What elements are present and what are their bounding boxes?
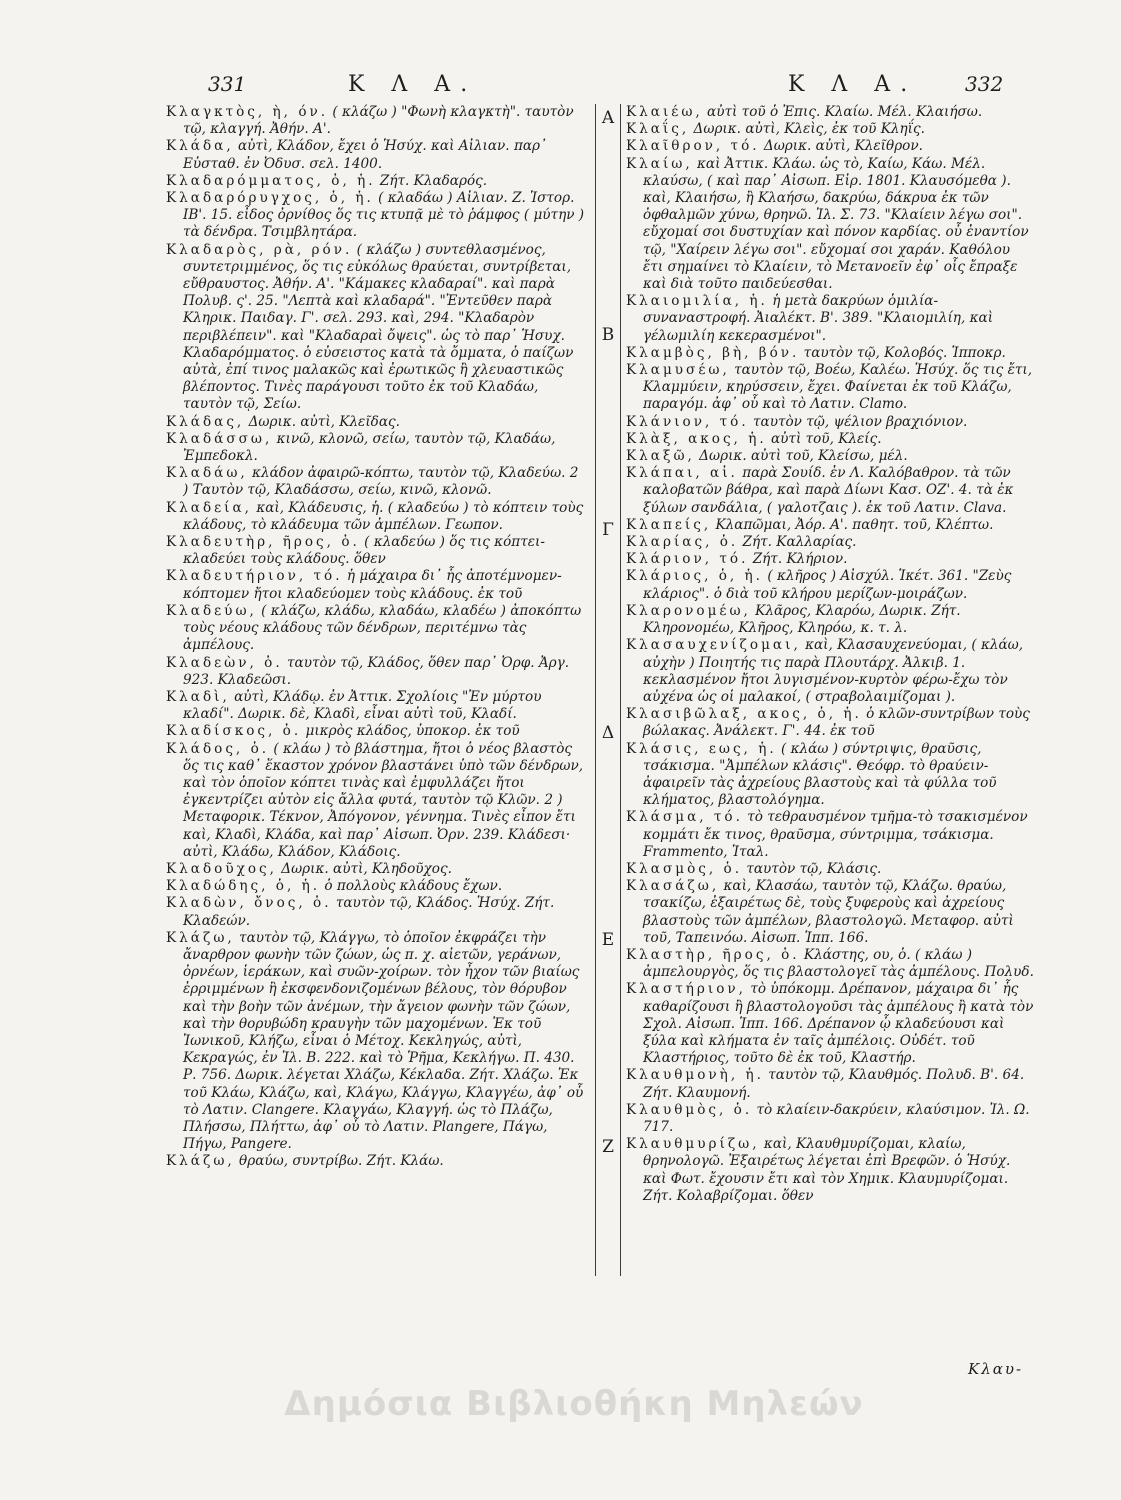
- entry-definition: Δωρικ. αὐτὶ τοῦ, Κλείσω, μέλ.: [694, 448, 908, 465]
- dictionary-entry: [626, 414, 1034, 431]
- entry-definition: ταυτὸν τῷ, Κολοβός. Ἱπποκρ.: [799, 344, 1006, 361]
- entry-definition: θραύω, συντρίβω. Ζήτ. Κλάω.: [234, 1153, 444, 1170]
- entry-headword: Κλαμβὸς, βὴ, βόν.: [626, 344, 800, 361]
- entry-definition: Δωρικ. αὐτὶ, Κλεὶς, ἐκ τοῦ Κληΐς.: [689, 121, 925, 138]
- entry-definition: ἡ μετὰ δακρύων ὁμιλία-συναναστροφή. Ἀιαλέκτ. Β'. 389. "Κλαιομιλίη, καὶ γέλωμιλίη κεκερασμένοι".: [643, 293, 994, 344]
- entry-headword: Κλαδοῦχος,: [166, 860, 277, 877]
- page-header: [0, 68, 1121, 102]
- entry-headword: Κλάσις, εως, ἡ.: [626, 740, 777, 757]
- entry-definition: Ζήτ. Κλαδαρός.: [375, 172, 488, 189]
- entry-headword: Κλάριον, τό.: [626, 551, 749, 568]
- entry-definition: καὶ, Κλαυθμυρίζομαι, κλαίω, θρηνολογῶ. Ἐξαιρέτως λέγεται ἐπὶ Βρεφῶν. ὁ Ἡσύχ. καὶ Φωτ. ἔχουσιν ἔτι καὶ τὸν Χημικ. Κλαυμυρίζομαι. Ζήτ. Κολαβρίζομαι. ὅθεν: [643, 1136, 1011, 1204]
- entry-headword: Κλαιομιλία, ἡ.: [626, 293, 768, 310]
- entry-headword: Κλαστήριον,: [626, 981, 746, 998]
- entry-definition: παρὰ Σουίδ. ἐν Λ. Καλόβαθρον. τὰ τῶν καλοβατῶν βάθρα, καὶ παρὰ Δίωνι Κασ. ΟΖ'. 4. τὰ ἐκ ξύλων σανδάλια, ( γαλοτζαις ). ἐκ τοῦ Λατιν. Clava.: [643, 465, 1014, 516]
- dictionary-entry: [166, 689, 588, 723]
- entry-headword: Κλαγκτὸς, ὴ, όν.: [166, 104, 329, 120]
- entry-headword: Κλαδώδης, ὁ, ἡ.: [166, 878, 321, 895]
- entry-definition: ταυτὸν τῷ, Κλάδος. Ἡσύχ. Ζήτ. Κλαδεών.: [183, 895, 555, 929]
- entry-definition: καὶ, Κλασαυχενεύομαι, ( κλάω, αὐχὴν ) Ποιητής τις παρὰ Πλουτάρχ. Ἀλκιβ. 1. κεκλασμένον ἤτοι λυγισμένον-κυρτὸν φέρω-ἔχω τὸν αὐχένα ὡς οἱ μαλακοί, ( στραβολαιμίζομαι ).: [643, 637, 1024, 705]
- dictionary-entry: [166, 534, 588, 568]
- entry-headword: Κλαδαρὸς, ρὰ, ρόν.: [166, 241, 353, 258]
- entry-headword: Κλάζω,: [166, 929, 235, 946]
- dictionary-entry: [626, 568, 1034, 602]
- entry-definition: ταυτὸν τῷ, Βοέω, Καλέω. Ἡσύχ. ὅς τις ἔτι, Κλαμμύειν, κηρύσσειν, ἔχει. Φαίνεται ἐκ τοῦ Κλάζω, παραγόμ. ἀφ᾽ οὗ καὶ τὸ Λατιν. Clamo.: [643, 362, 1033, 413]
- entry-headword: Κλαυθμονὴ, ἡ.: [626, 1067, 764, 1084]
- dictionary-entry: [166, 878, 588, 895]
- entry-definition: αὐτὶ, Κλάδῳ. ἐν Ἀττικ. Σχολίοις "Ἐν μύρτου κλαδί". Δωρικ. δὲ, Κλαδὶ, εἶναι αὐτὶ τοῦ, Κλαδί.: [183, 688, 542, 723]
- dictionary-entry: [166, 655, 588, 689]
- entry-headword: Κλαδὼν, ὄνος, ὁ.: [166, 895, 332, 912]
- entry-headword: Κλαπείς,: [626, 516, 712, 533]
- dictionary-entry: [166, 242, 588, 414]
- dictionary-entry: [166, 138, 588, 172]
- dictionary-entry: [166, 723, 588, 740]
- dictionary-entry: [626, 861, 1034, 878]
- dictionary-entry: [626, 534, 1034, 551]
- entry-headword: Κλαμυσέω,: [626, 362, 730, 379]
- dictionary-entry: [166, 930, 588, 1154]
- page-number-left: 331: [208, 72, 247, 96]
- entry-headword: Κλαυθμὸς, ὁ.: [626, 1101, 753, 1118]
- dictionary-entry: [166, 861, 588, 878]
- entry-definition: ( κλῆρος ) Αἰσχύλ. Ἱκέτ. 361. "Ζεὺς κλάριος". ὁ διὰ τοῦ κλήρου μερίζων-μοιράζων.: [643, 568, 1012, 602]
- entry-headword: Κλαδεύω,: [166, 602, 257, 619]
- entry-headword: Κλάδας,: [166, 413, 245, 430]
- entry-definition: τὸ ὑπόκομμ. Δρέπανον, μάχαιρα δι᾽ ἧς καθαρίζουσι ἢ βλαστολογοῦσι τὰς ἀμπέλους ἢ κατὰ τὸν Σχολ. Αἰσωπ. Ἱππ. 166. Δρέπανον ᾧ κλαδεύουσι καὶ ξύλα καὶ κλήματα ἐν ταῖς ἀμπέλοις. Οὐδέτ. τοῦ Κλαστήριος, τοῦτο δὲ ἐκ τοῦ, Κλαστήρ.: [643, 981, 1034, 1067]
- entry-headword: Κλασαυχενίζομαι,: [626, 637, 801, 654]
- entry-headword: Κλαδὶ,: [166, 688, 230, 705]
- page-number-right: 332: [965, 72, 1004, 96]
- dictionary-entry: [166, 895, 588, 929]
- entry-headword: Κλαῖθρον, τό.: [626, 138, 760, 155]
- dictionary-entry: [626, 741, 1034, 810]
- running-head-right: Κ Λ Α.: [788, 72, 918, 97]
- entry-headword: Κλάδα,: [166, 138, 234, 155]
- entry-headword: Κλαδάω,: [166, 465, 248, 482]
- entry-headword: Κλαρίας, ὁ.: [626, 534, 739, 551]
- section-letter-b: Β: [601, 325, 615, 345]
- section-letter-a: Α: [601, 108, 615, 128]
- dictionary-entry: [166, 414, 588, 431]
- entry-headword: Κλασάζω,: [626, 878, 720, 895]
- entry-headword: Κλάριος, ὁ, ἡ.: [626, 568, 764, 585]
- left-column: [166, 104, 588, 1171]
- entry-headword: Κλαΐς,: [626, 121, 690, 138]
- dictionary-entry: [166, 465, 588, 499]
- entry-headword: Κλασιβῶλαξ, ακος, ὁ, ἡ.: [626, 706, 862, 723]
- dictionary-entry: [626, 947, 1034, 981]
- entry-definition: καὶ, Κλασάω, ταυτὸν τῷ, Κλάζω. θραύω, τσακίζω, ἐξαιρέτως δὲ, τοὺς ξυφεροὺς καὶ ἀχρείους βλαστοὺς τῶν ἀμπέλων, βλαστολογῶ. Μεταφορ. αὐτὶ τοῦ, Ταπεινόω. Αἰσωπ. Ἱππ. 166.: [643, 878, 1014, 946]
- entry-definition: ταυτὸν τῷ, Κλάδος, ὅθεν παρ᾽ Ὀρφ. Ἀργ. 923. Κλαδεῶσι.: [183, 654, 570, 688]
- entry-headword: Κλαρονομέω,: [626, 602, 751, 619]
- dictionary-entry: [626, 637, 1034, 706]
- dictionary-entry: [626, 431, 1034, 448]
- library-watermark: Δημόσια Βιβλιοθήκη Μηλεών: [284, 1384, 864, 1424]
- entry-definition: τὸ κλαίειν-δακρύειν, κλαύσιμον. Ἰλ. Ω. 717.: [643, 1101, 1030, 1135]
- entry-definition: ταυτὸν τῷ, ψέλιον βραχιόνιον.: [748, 413, 968, 430]
- entry-headword: Κλὰξ, ακος, ἡ.: [626, 430, 767, 447]
- entry-definition: τὸ τεθραυσμένον τμῆμα-τὸ τσακισμένον κομμάτι ἔκ τινος, θραῦσμα, σύντριμμα, τσάκισμα. Frammento, Ἰταλ.: [643, 809, 1028, 860]
- entry-definition: ( κλάω ) σύντριψις, θραῦσις, τσάκισμα. "Ἀμπέλων κλάσις". Θεόφρ. τὸ θραύειν-ἀφαιρεῖν τὰς ἀχρείους βλαστοὺς καὶ τὰ φύλλα τοῦ κλήματος, βλαστολόγημα.: [643, 740, 997, 809]
- entry-definition: ( κλαδάω ) Αἰλιαν. Ζ. Ἱστορ. ΙΒ'. 15. εἶδος ὀρνίθος ὅς τις κτυπᾷ μὲ τὸ ῥάμφος ( μύτην ) τὰ δένδρα. Τσιμβλητάρα.: [183, 190, 585, 241]
- dictionary-entry: [166, 1153, 588, 1170]
- entry-headword: Κλάπαι, αἱ.: [626, 465, 738, 482]
- entry-definition: Δωρικ. αὐτὶ, Κληδοῦχος.: [276, 860, 452, 877]
- section-letter-c: Γ: [602, 520, 614, 540]
- entry-headword: Κλάνιον, τό.: [626, 413, 749, 430]
- entry-definition: ὁ κλῶν-συντρίβων τοὺς βώλακας. Ἀνάλεκτ. Γ'. 44. ἐκ τοῦ: [643, 706, 1030, 740]
- entry-headword: Κλαδεὼν, ὁ.: [166, 654, 283, 671]
- entry-headword: Κλαδαρόρυγχος, ὁ, ἡ.: [166, 190, 374, 207]
- entry-headword: Κλαδάσσω,: [166, 430, 273, 447]
- entry-definition: ταυτὸν τῷ, Κλάσις.: [742, 860, 882, 877]
- dictionary-entry: [626, 448, 1034, 465]
- entry-definition: ὁ πολλοὺς κλάδους ἔχων.: [320, 878, 503, 895]
- dictionary-entry: [626, 603, 1034, 637]
- entry-definition: αὐτὶ τοῦ ὁ Ἐπις. Κλαίω. Μέλ. Κλαιήσω.: [702, 104, 983, 120]
- dictionary-entry: [166, 431, 588, 465]
- dictionary-entry: [626, 517, 1034, 534]
- entry-definition: καὶ, Κλάδευσις, ἡ. ( κλαδεύω ) τὸ κόπτειν τοὺς κλάδους, τὸ κλάδευμα τῶν ἀμπέλων. Γεωπον.: [183, 499, 584, 533]
- entry-headword: Κλαδαρόμματος, ὁ, ἡ.: [166, 172, 376, 189]
- section-letter-e: Ε: [601, 930, 615, 950]
- entry-definition: καὶ Ἀττικ. Κλάω. ὡς τὸ, Καίω, Κάω. Μέλ. κλαύσω, ( καὶ παρ᾽ Αἰσωπ. Εἰρ. 1801. Κλαυσόμεθα ). καὶ, Κλαιήσω, ἢ Κλαήσω, δακρύω, δάκρυα ἐκ τῶν ὀφθαλμῶν χύνω, θρηνῶ. Ἰλ. Σ. 73. "Κλαίειν λέγω σοι". εὔχομαί σοι δυστυχίαν καὶ πόνον καρδίας. οὗ ἐναντίον τῷ, "Χαίρειν λέγω σοι". εὔχομαί σοι χαράν. Καθόλου ἔτι σημαίνει τὸ Κλαίειν, τὸ Μετανοεῖν ἐφ᾽ οἷς ἔπραξε καὶ διὰ τοῦτο παιδεύεσθαι.: [643, 155, 1029, 293]
- dictionary-entry: [626, 138, 1034, 155]
- column-rule-right: [620, 104, 621, 1276]
- dictionary-entry: [626, 121, 1034, 138]
- column-rule-left: [595, 104, 596, 1276]
- entry-headword: Κλαυθμυρίζω,: [626, 1136, 760, 1153]
- entry-definition: ( κλάζω ) "Φωνὴ κλαγκτὴ". ταυτὸν τῷ, κλαγγή. Ἀθήν. Α'.: [183, 104, 574, 138]
- section-letter-f: Ζ: [602, 1137, 614, 1157]
- entry-headword: Κλασμὸς, ὁ.: [626, 860, 743, 877]
- dictionary-entry: [626, 1136, 1034, 1205]
- entry-definition: ( κλάζω ) συντεθλασμένος, συντετριμμένος, ὅς τις εὐκόλως θραύεται, συντρίβεται, εὔθραυστος. Ἀθήν. Α'. "Κάμακες κλαδαραί". καὶ παρὰ Πολυβ. ς'. 25. "Λεπτὰ καὶ κλαδαρά". "Ἐντεῦθεν παρὰ Κληρικ. Παιδαγ. Γ'. σελ. 293. καὶ, 294. "Κλαδαρὸν περιβλέπειν". καὶ "Κλαδαραὶ ὄψεις". ὡς τὸ παρ᾽ Ἡσυχ. Κλαδαρόμματος. ὁ εὐσειστος κατὰ τὰ ὄμματα, ὁ παίζων αὐτὰ, ἐπί τινος μαλακῶς καὶ ἐρωτικῶς ἢ χλευαστικῶς βλέποντος. Τινὲς παράγουσι τοῦτο ἐκ τοῦ Κλαδάω, ταυτὸν τῷ, Σείω.: [183, 241, 574, 413]
- dictionary-entry: [166, 190, 588, 242]
- entry-headword: Κλαιέω,: [626, 104, 703, 120]
- entry-definition: Ζήτ. Κλήριον.: [748, 551, 848, 568]
- catchword: Κλαυ-: [968, 1360, 1024, 1378]
- entry-definition: αὐτὶ τοῦ, Κλείς.: [766, 430, 882, 447]
- entry-headword: Κλάσμα, τό.: [626, 809, 743, 826]
- dictionary-entry: [626, 981, 1034, 1067]
- dictionary-entry: [166, 500, 588, 534]
- dictionary-entry: [166, 104, 588, 138]
- dictionary-entry: [626, 706, 1034, 740]
- entry-definition: αὐτὶ, Κλάδον, ἔχει ὁ Ἡσύχ. καὶ Αἰλιαν. παρ᾽ Εὐσταθ. ἐν Ὀδυσ. σελ. 1400.: [183, 138, 547, 172]
- dictionary-entry: [166, 741, 588, 861]
- dictionary-entry: [626, 465, 1034, 517]
- entry-headword: Κλαδίσκος, ὁ.: [166, 723, 302, 740]
- dictionary-entry: [626, 878, 1034, 947]
- entry-definition: ἡ μάχαιρα δι᾽ ἧς ἀποτέμνομεν-κόπτομεν ἤτοι κλαδεύομεν τοὺς κλάδους. ἐκ τοῦ: [183, 568, 562, 602]
- entry-definition: κινῶ, κλονῶ, σείω, ταυτὸν τῷ, Κλαδάω, Ἐμπεδοκλ.: [183, 430, 556, 465]
- entry-definition: ( κλαδεύω ) ὅς τις κόπτει-κλαδεύει τοὺς κλάδους. ὅθεν: [183, 534, 545, 568]
- entry-definition: Δωρικ. αὐτὶ, Κλεῖδας.: [244, 413, 400, 430]
- entry-definition: Κλάστης, ου, ὁ. ( κλάω ) ἀμπελουργὸς, ὅς τις βλαστολογεῖ τὰς ἀμπέλους. Πολυδ.: [643, 946, 1034, 981]
- entry-definition: ταυτὸν τῷ, Κλάγγω, τὸ ὁποῖον ἐκφράζει τὴν ἄναρθρον φωνὴν τῶν ζώων, ὡς π. χ. αἰετῶν, γεράνων, ὀρνέων, ἱεράκων, καὶ συῶν-χοίρων. τὸν ἦχον τῶν βιαίως ἐρριμμένων ἢ ἐκσφενδονιζομένων βέλους, τὸν θόρυβον καὶ τὴν βοὴν τῶν ἀνέμων, τὴν ἄγειον φωνὴν τῶν ζώων, καὶ τὴν θορυβώδη κραυγὴν τῶν μαχομένων. Ἐκ τοῦ Ἰωνικοῦ, Κλήζω, εἶναι ὁ Μέτοχ. Κεκληγώς, αὐτὶ, Κεκραγώς, ἐν Ἰλ. Β. 222. καὶ τὸ Ῥῆμα, Κεκλήγω. Π. 430. Ρ. 756. Δωρικ. λέγεται Χλάζω, Κέκλαδα. Ζήτ. Χλάζω. Ἐκ τοῦ Κλάω, Κλάζω, καὶ, Κλάγω, Κλάγγω, Κλαγγέω, ἀφ᾽ οὗ τὸ Λατιν. Clangere. Κλαγγάω, Κλαγγή. ὡς τὸ Πλάζω, Πλήσσω, Πλήττω, ἀφ᾽ οὗ τὸ Λατιν. Plangere, Πάγω, Πήγω, Pangere.: [183, 929, 584, 1153]
- entry-headword: Κλαξῶ,: [626, 448, 695, 465]
- dictionary-entry: [626, 293, 1034, 345]
- entry-headword: Κλαδεία,: [166, 499, 253, 516]
- dictionary-entry: [626, 1102, 1034, 1136]
- entry-headword: Κλαδευτήριον, τό.: [166, 568, 343, 585]
- entry-definition: Κλᾶρος, Κλαρόω, Δωρικ. Ζήτ. Κληρονομέω, Κλῆρος, Κληρόω, κ. τ. λ.: [643, 602, 961, 637]
- entry-definition: Δωρικ. αὐτὶ, Κλεῖθρον.: [759, 138, 923, 155]
- entry-headword: Κλαδευτὴρ, ῆρος, ὁ.: [166, 534, 360, 551]
- dictionary-entry: [626, 551, 1034, 568]
- entry-headword: Κλαστὴρ, ῆρος, ὁ.: [626, 946, 800, 963]
- dictionary-entry: [626, 1067, 1034, 1101]
- dictionary-entry: [626, 104, 1034, 121]
- running-head-left: Κ Λ Α.: [348, 72, 478, 97]
- dictionary-entry: [166, 173, 588, 190]
- entry-definition: ( κλάω ) τὸ βλάστημα, ἤτοι ὁ νέος βλαστὸς ὅς τις καθ᾽ ἕκαστον χρόνον βλαστάνει ὑπὸ τῶν δένδρων, καὶ τὸν ὁποῖον κόπτει τινὰς καὶ ἐμφυλλάζει ἤτοι ἐγκεντρίζει αὐτὸν εἰς ἄλλα φυτά, ταυτὸν τῷ Κλῶν. 2 ) Μεταφορικ. Τέκνον, Ἀπόγονον, γέννημα. Τινὲς εἶπον ἔτι καὶ, Κλαδὶ, Κλάδα, καὶ παρ᾽ Αἰσωπ. Ὀρν. 239. Κλάδεσι· αὐτὶ, Κλάδω, Κλάδον, Κλάδοις.: [183, 740, 584, 860]
- entry-headword: Κλάδος, ὁ.: [166, 740, 270, 757]
- entry-definition: Ζήτ. Καλλαρίας.: [738, 534, 857, 551]
- entry-definition: μικρὸς κλάδος, ὑποκορ. ἐκ τοῦ: [301, 723, 520, 740]
- entry-definition: ( κλάζω, κλάδω, κλαδάω, κλαδέω ) ἀποκόπτω τοὺς νέους κλάδους τῶν δένδρων, περιτέμνω τὰς ἀμπέλους.: [183, 602, 582, 654]
- dictionary-entry: [166, 568, 588, 602]
- entry-headword: Κλάζω,: [166, 1153, 235, 1170]
- dictionary-entry: [626, 345, 1034, 362]
- right-column: [626, 104, 1034, 1205]
- dictionary-entry: [626, 156, 1034, 294]
- entry-definition: ταυτὸν τῷ, Κλαυθμός. Πολυδ. Β'. 64. Ζήτ. Κλαυμονή.: [643, 1067, 1025, 1101]
- dictionary-entry: [626, 362, 1034, 414]
- entry-definition: Κλαπῶμαι, Ἀόρ. Α'. παθητ. τοῦ, Κλέπτω.: [711, 516, 994, 533]
- entry-headword: Κλαίω,: [626, 155, 693, 172]
- dictionary-entry: [166, 603, 588, 655]
- entry-definition: κλάδον ἀφαιρῶ-κόπτω, ταυτὸν τῷ, Κλαδεύω. 2 ) Ταυτὸν τῷ, Κλαδάσσω, σείω, κινῶ, κλονῶ.: [183, 465, 579, 499]
- section-letter-d: Δ: [601, 723, 615, 743]
- dictionary-entry: [626, 809, 1034, 861]
